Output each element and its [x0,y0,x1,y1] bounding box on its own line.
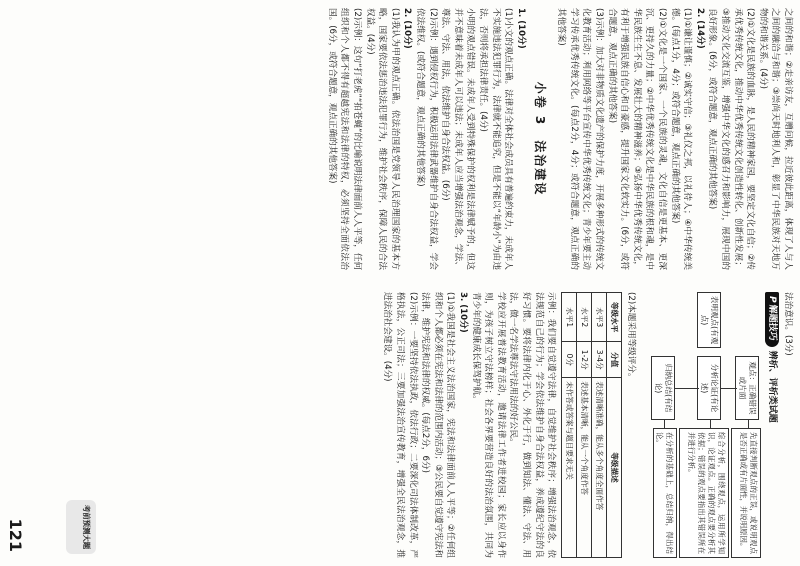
page-number: 121 [6,518,25,552]
table-row [577,293,592,558]
table-cell: 水平2 [577,293,592,342]
table-cell: 未作答或答案与题目要求无关 [562,378,577,558]
table-header-cell: 等级水平 [607,293,622,342]
table-header-cell: 分值 [607,342,622,378]
diagram-connector [664,420,665,428]
diagram-note-conclusion: 在分析的基础上，总结归纳，得出结论。 [653,428,677,558]
answer-paragraph: (2)示例：这句“打老虎”“拍苍蝇”的比喻说明法律面前人人平等，任何组织和个人都不得有超越宪法和法律的特权，必须坚持全面依法治国。(6分，或符合题意，观点正确的其他答案) [326,8,362,270]
diagram-box-conclusion: 归纳总结(有结论) [651,356,675,420]
tips-tag-letter: P [767,296,778,303]
answer-paragraph: (3)示例：加大对非物质文化遗产的保护力度，开展多种形式的传统文化教育活动；利用网络等平台宣传中华优秀传统文化；青少年要主动学习传承优秀传统文化。(每点2分，4分；或符合题意，观点正确的其他答案) [556,8,605,270]
table-cell: 3-4分 [592,342,607,378]
table-cell: 1-2分 [577,342,592,378]
tips-tag [765,292,780,347]
answer-paragraph: 法治意识。(3分) [783,292,793,356]
table-cell: 表述基本清晰，能从一个角度作答 [577,378,592,558]
answer-paragraph: (2)①文化是一个国家、一个民族的灵魂，文化自信是更基本、更深沉、更持久的力量；②中华优秀传统文化是中华民族的根和魂，是中华民族生生不息、发展壮大的精神滋养；③弘扬中华优秀传统文化，有利于增强民族自信心和自豪感，提升国家文化软实力。(6分，或符合题意，观点正确的其他答案) [606,8,668,270]
answer-paragraph: (1)我认为甲的观点正确。依法治国是党领导人民治理国家的基本方略，国家要依法惩治违法犯罪行为，维护社会秩序，保障人民的合法权益。(4分) [364,8,400,270]
left-column [14,8,794,270]
diagram-note-viewpoint: 先直接判断观点的正误，或说明观点是否正确或有片面性，并说明原因。 [731,428,761,558]
tips-title: 辨析、评析类试题 [767,350,778,423]
side-section-tab: 考前预测大题 [66,500,96,554]
diagram-connector [675,388,699,389]
tips-tag-text: 解题技巧 [767,304,778,341]
right-column [14,292,794,558]
answer-paragraph: (2)①文化是民族的血脉，是人民的精神家园，要坚定文化自信；②传承优秀传统文化，推动中华优秀传统文化创造性转化、创新性发展；③推动文化交流互鉴，增强中华文化的感召力和影响力，展现中国的良好形象。(6分，或符合题意，观点正确的其他答案) [707,8,756,270]
tips-banner [765,292,780,558]
table-cell: 水平3 [592,293,607,342]
table-cell: 水平1 [562,293,577,342]
answer-paragraph: 小明的观点错误。未成年人受到特殊保护的权利是法律赋予的，但这并不意味着未成年人可以违法；未成年人应当增强法治观念，学法、尊法、守法、用法，依法维护自身合法权益。(6分) [440,8,476,270]
diagram-connector [748,420,749,428]
diagram-connector [721,388,737,389]
section-title: 小卷 3 法治建设 [532,81,547,197]
question-number: 1. (10分) [515,8,526,49]
answer-paragraph: (1)①谦让谨慎；②诚实守信；③礼仪之邦，以礼待人；④中华传统美德。(每点1分，4分；或符合题意，观点正确的其他答案) [669,8,693,270]
table-caption: (2)本题采用等级评分。 [625,292,636,382]
diagram-box-analysis: 分析论证(有论述) [697,356,721,420]
answer-paragraph: 学校应开展普法教育活动，邀请法律工作者进校园；家长应以身作则，为孩子树立守法榜样；社会各界要营造良好的法治氛围，共同为青少年的健康成长保驾护航。 [470,292,506,558]
answer-paragraph: (2)示例：遇到侵权行为，积极运用法律武器维护自身合法权益，学会依法维权。(或符合题意，观点正确的其他答案) [414,8,438,270]
solution-flow-diagram [641,292,761,558]
diagram-connector [710,420,711,428]
answer-paragraph: 之间的和谐；②走亲访友，互赠问候，拉近彼此距离，体现了人与人之间的融洽与和谐；③崇尚天时地利人和，彰显了中华民族对天地万物的和谐关系。(4分) [757,8,793,270]
diagram-box-state-view: 表明观点(有观点) [697,292,721,348]
table-header-row [607,293,622,558]
answer-paragraph: 示例：我们要自觉遵守法律，自觉维护社会秩序；增强法治观念，依法规范自己的行为；学会依法维护自身合法权益，养成遵纪守法的良好习惯。要将法律内化于心、外化于行，做到知法、懂法、守法、用法，做一名学法尊法守法用法的好公民。 [508,292,557,558]
grading-table [561,292,622,558]
question-number: 2. (10分) [402,8,413,49]
answer-paragraph: (1)①我国是社会主义法治国家，宪法和法律面前人人平等；②任何组织和个人都必须在宪法和法律的范围内活动；③公民要自觉遵守宪法和法律，维护宪法和法律的权威。(每点2分，6分) [420,292,456,558]
table-row [562,293,577,558]
diagram-box-viewpoint: 观点：正确错误或片面 [735,356,759,420]
diagram-note-analysis: 综合分析，围绕观点，运用所学知识，论证观点。正确的观点要分析其依据；错误的观点要指出其错误所在并进行分析。 [679,428,729,558]
answer-paragraph: (1)小文的观点正确。法律对全体社会成员具有普遍约束力，未成年人不实施违法犯罪行为，法律就不能追究，但是不能以“年龄小”为由违法，否则将承担法律责任。(4分) [477,8,514,270]
table-cell: 0分 [562,342,577,378]
table-row [592,293,607,558]
question-number: 2. (14分) [694,8,705,49]
table-cell: 表述清晰准确，能从多个角度全面作答 [592,378,607,558]
question-number: 3. (10分) [458,292,469,333]
table-header-cell: 等级描述 [607,378,622,558]
answer-paragraph: (2)示例：一要坚持依法执政，依法行政；二要深化司法体制改革，严格执法，公正司法；三要加强法治宣传教育，增强全民法治观念，推进法治社会建设。(4分) [382,292,418,558]
